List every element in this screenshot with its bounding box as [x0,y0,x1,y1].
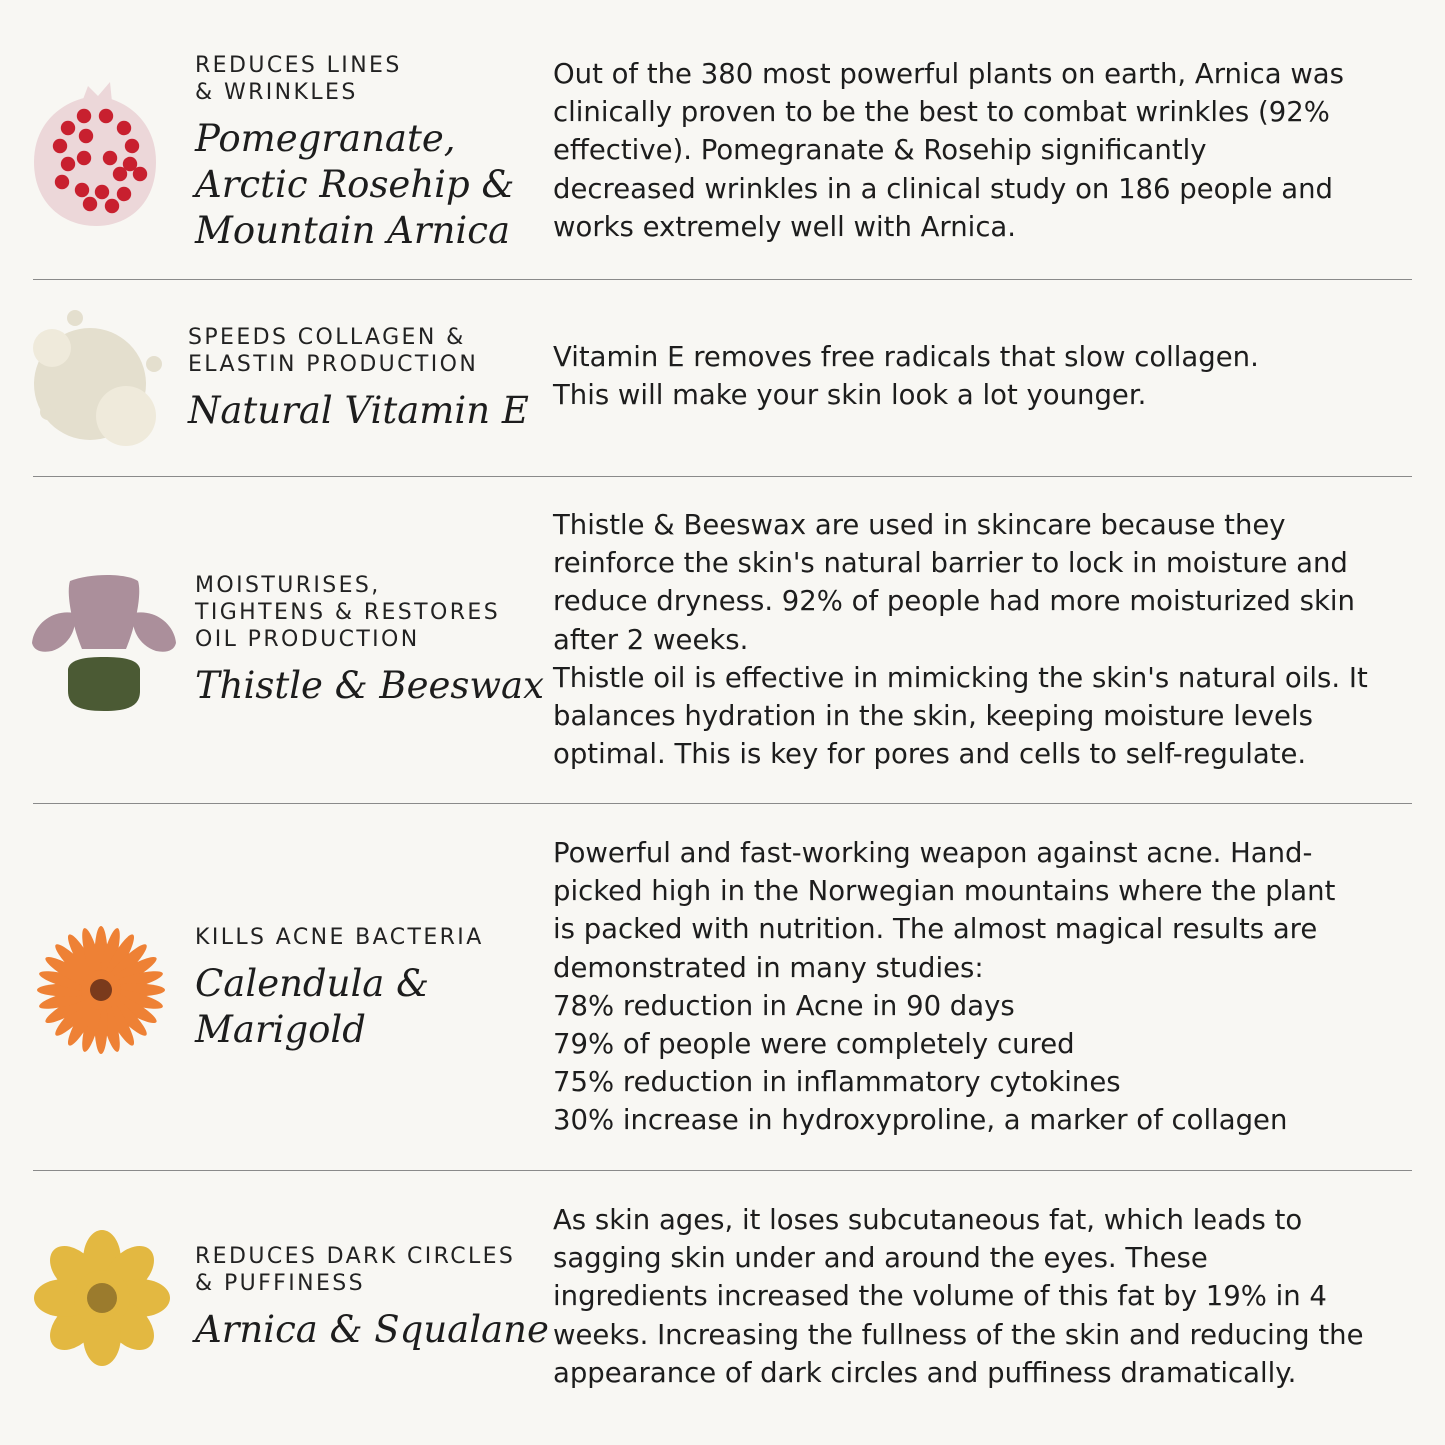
calendula-flower-icon [33,922,169,1058]
pomegranate-seed [125,139,139,153]
vitamin-e-bubbles-icon [28,304,168,454]
ingredient-description: Out of the 380 most powerful plants on earth, Arnica was clinically proven to be the best to combat wrinkles (92% effective). Pomegranate & Rosehip significantly decreased wrinkles in a clinical study on 186 people and works extremely well with Arnica. [553,58,1344,243]
pomegranate-seed [53,139,67,153]
ingredient-row-pomegranate [0,0,1445,280]
pomegranate-seed [61,121,75,135]
ingredient-description: Thistle & Beeswax are used in skincare because they reinforce the skin's natural barrier to lock in moisture and reduce dryness. 92% of people had more moisturized skin after 2 weeks. Thistle oil is effective in mimicking the skin's natural oils. It balances hydration in the skin, keeping moisture levels optimal. This is key for pores and cells to self-regulate. [553,509,1368,771]
ingredient-description: Powerful and fast-working weapon against acne. Hand- picked high in the Norwegian mountains where the plant is packed with nutrition. The almost magical results are demonstrated in many studies: 78% reduction in Acne in 90 days 79% of people were completely cured 75% reduction in inflammatory cytokines 30% increase in hydroxyproline, a marker of collagen [553,837,1336,1137]
ingredient-title: Pomegranate, Arctic Rosehip & Mountain Arnica [195,117,515,252]
ingredient-title: Calendula & Marigold [195,962,430,1051]
ingredient-description: Vitamin E removes free radicals that slow collagen. This will make your skin look a lot younger. [553,341,1259,412]
ingredient-row-vitamin-e [0,280,1445,477]
ingredient-title: Natural Vitamin E [188,389,529,432]
pomegranate-seed [117,187,131,201]
ingredient-title: Thistle & Beeswax [195,664,544,707]
pomegranate-seed [75,183,89,197]
thistle-flower-icon [30,573,178,715]
pomegranate-seed [99,109,113,123]
pomegranate-seed [83,197,97,211]
ingredient-row-calendula [0,804,1445,1171]
pomegranate-seed [61,157,75,171]
ingredient-row-thistle [0,477,1445,804]
pomegranate-seed [77,151,91,165]
pomegranate-seed [133,167,147,181]
benefit-kicker: REDUCES LINES & WRINKLES [195,53,402,105]
benefit-kicker: REDUCES DARK CIRCLES & PUFFINESS [195,1244,516,1296]
ingredient-title: Arnica & Squalane [195,1308,549,1351]
benefit-kicker: MOISTURISES, TIGHTENS & RESTORES OIL PRODUCTION [195,573,501,652]
pomegranate-seed [79,129,93,143]
benefit-kicker: KILLS ACNE BACTERIA [195,925,484,950]
pomegranate-seed [55,175,69,189]
pomegranate-seed [105,199,119,213]
pomegranate-icon [28,74,164,230]
pomegranate-seed [103,151,117,165]
arnica-flower-icon [32,1228,172,1368]
pomegranate-seed [77,109,91,123]
ingredient-description: As skin ages, it loses subcutaneous fat, which leads to sagging skin under and around the eyes. These ingredients increased the volume of this fat by 19% in 4 weeks. Increasing the fullness of the skin and reducing the appearance of dark circles and puffiness dramatically. [553,1204,1364,1389]
ingredient-row-arnica [0,1171,1445,1445]
pomegranate-seed [95,185,109,199]
pomegranate-seed [117,121,131,135]
benefit-kicker: SPEEDS COLLAGEN & ELASTIN PRODUCTION [188,325,479,377]
pomegranate-seed [113,167,127,181]
